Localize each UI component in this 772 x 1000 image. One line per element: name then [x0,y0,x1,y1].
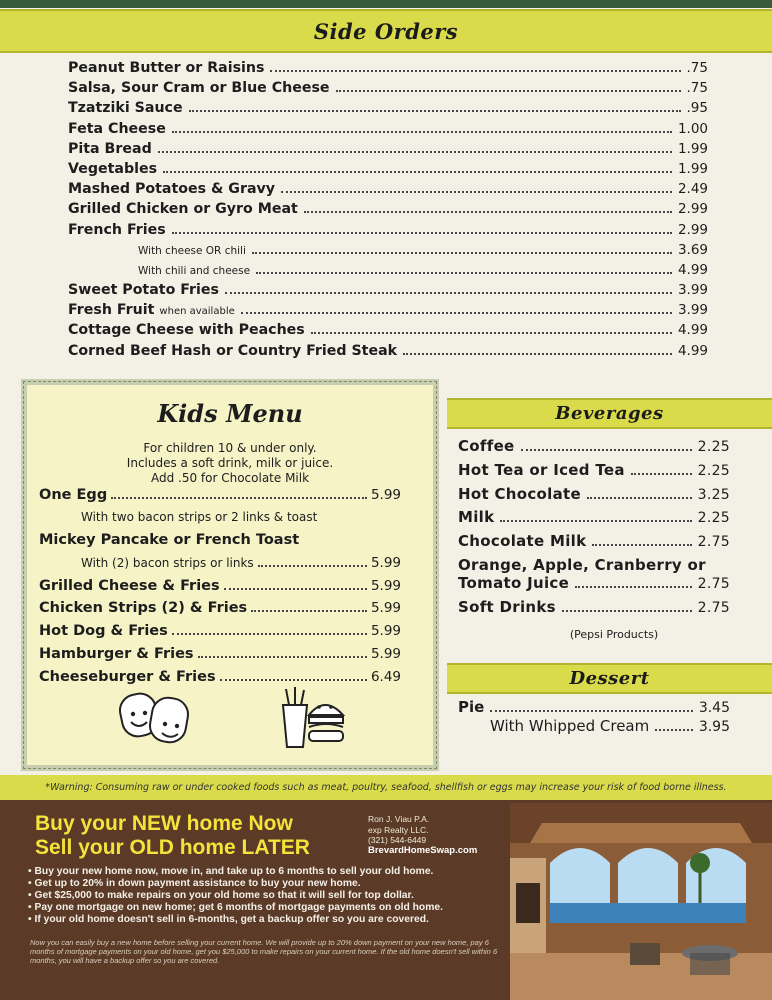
item-name: Peanut Butter or Raisins [68,60,265,76]
item-name: Coffee [458,437,515,455]
dessert-banner [447,663,772,694]
item-name: Chocolate Milk [458,532,587,551]
leader-dots [220,679,367,681]
side-orders-list [68,60,708,363]
item-name: Sweet Potato Fries [68,282,219,299]
item-name: Hot Tea or Iced Tea [458,460,625,479]
leader-dots [490,710,693,712]
item-price: 2.75 [697,575,730,592]
item-name: Cottage Cheese with Peaches [68,322,305,339]
item-name: Vegetables [68,160,158,177]
beverage-rows [458,437,730,622]
item-name: Salsa, Sour Cram or Blue Cheese [68,80,330,97]
item-price: 3.99 [677,282,708,299]
house-interior-photo [510,803,772,1000]
leader-dots [587,497,692,499]
kids-menu-title: Kids Menu [157,399,303,428]
item-name: Hamburger & Fries [39,645,194,662]
side-order-row [68,322,708,342]
side-order-row [68,141,708,161]
dessert-price: 3.45 [698,700,730,716]
ad-bullet: • Pay one mortgage on new home; get 6 months of mortgage payments on old home. [28,902,443,913]
side-order-row [68,80,708,100]
kids-intro-line: Add .50 for Chocolate Milk [150,471,310,485]
leader-dots [592,544,691,546]
ad-fine-print: Now you can easily buy a new home before selling your current home. We will provide up to 20% down payment on your new home, pay 6 months of mortgage payments on your old home, get you $25,000 to make repairs on your current home. If the old home doesn't sell within 6 months, you will have a backup offer so you are covered. [30,938,498,965]
side-order-row [68,222,708,242]
beverage-row [458,485,730,509]
smiling-toast-illustration [117,680,207,760]
item-price: 2.99 [677,201,708,218]
beverage-row [458,508,730,532]
item-price: 2.75 [697,534,730,551]
leader-dots [562,610,692,612]
beverages-title: Beverages [555,403,664,424]
item-price: 5.99 [370,577,401,594]
leader-dots [256,272,672,274]
leader-dots [225,292,672,294]
leader-dots [172,131,672,133]
ad-company: exp Realty LLC. [368,824,429,835]
item-price: 4.99 [677,261,708,278]
leader-dots [111,497,367,499]
ad-headline [35,812,310,860]
top-edge-band [0,0,772,8]
dessert-row [458,717,730,736]
pepsi-note: (Pepsi Products) [569,627,659,641]
ad-bullet: • Get $25,000 to make repairs on your old home so that it will sell for top dollar. [28,890,414,901]
item-name: Orange, Apple, Cranberry or [458,555,706,574]
item-price: 2.25 [697,439,730,455]
food-warning-text: *Warning: Consuming raw or under cooked foods such as meat, poultry, seafood, shellfish or eggs may increase your risk of food borne illness. [45,782,727,793]
leader-dots [575,586,692,588]
item-price: .95 [686,100,708,117]
item-price: 5.99 [370,645,401,662]
kids-menu-row [39,623,401,646]
item-note: when available [159,306,235,318]
dessert-row [458,698,730,717]
leader-dots [270,70,680,72]
item-price: 3.25 [697,486,730,503]
side-order-row [68,262,708,282]
item-name: Fresh Fruit [68,302,155,319]
item-name: French Fries [68,221,166,238]
leader-dots [304,211,672,213]
dessert-price: 3.95 [698,719,730,735]
ad-bullet: • If your old home doesn't sell in 6-months, get a backup offer so you are covered. [28,914,429,925]
beverage-row [458,574,730,598]
dessert-title: Dessert [569,668,650,689]
ad-bullet: • Buy your new home now, move in, and take up to 6 months to sell your old home. [28,866,434,877]
leader-dots [172,633,367,635]
food-warning-bar [0,775,772,800]
item-name: Hot Chocolate [458,484,581,503]
kids-menu-row [39,600,401,623]
kids-menu-row [39,578,401,601]
beverage-row [458,598,730,622]
leader-dots [258,565,367,567]
beverage-row [458,532,730,556]
beverage-row [458,556,730,574]
item-price: 2.75 [697,599,730,616]
real-estate-ad [0,800,772,1000]
leader-dots [336,90,681,92]
item-price: 4.99 [677,322,708,339]
ad-contact-block [368,814,477,856]
item-name: One Egg [39,487,108,503]
beverage-row [458,437,730,461]
ad-bullet: • Get up to 20% in down payment assistance to buy your new home. [28,878,361,889]
leader-dots [655,729,693,731]
beverages-banner [447,398,772,429]
side-order-row [68,201,708,221]
item-price: 4.99 [677,342,708,359]
kids-menu-box [21,379,439,771]
item-name: Tomato Juice [458,573,570,592]
item-name: Soft Drinks [458,597,556,616]
leader-dots [631,473,692,475]
side-order-row [68,302,708,322]
kids-intro-line: For children 10 & under only. [143,441,317,455]
item-price: 5.99 [370,487,401,503]
leader-dots [403,353,672,355]
item-price: 1.99 [677,160,708,177]
leader-dots [224,588,367,590]
dessert-name: Pie [458,698,485,716]
item-name: Cheeseburger & Fries [39,668,216,685]
item-name: Hot Dog & Fries [39,623,168,640]
item-name: Grilled Chicken or Gyro Meat [68,201,298,218]
item-price: 1.99 [677,140,708,157]
kids-menu-row [39,487,401,510]
side-order-row [68,282,708,302]
side-orders-title: Side Orders [313,18,459,44]
dessert-name: With Whipped Cream [490,717,650,735]
side-order-row [68,60,708,80]
item-name: With (2) bacon strips or links [81,556,254,571]
beverages-list [458,437,730,641]
leader-dots [189,110,681,112]
leader-dots [172,232,672,234]
leader-dots [251,610,367,612]
side-order-row [68,121,708,141]
item-name: Mickey Pancake or French Toast [39,532,300,549]
item-name: Chicken Strips (2) & Fries [39,600,248,617]
item-name: With two bacon strips or 2 links & toast [81,509,318,524]
item-price: 5.99 [370,555,401,572]
ad-phone: (321) 544-6449 [368,835,427,845]
item-name: With cheese OR chili [138,244,246,257]
beverage-row [458,461,730,485]
side-order-row [68,181,708,201]
item-price: 3.69 [677,241,708,258]
ad-agent: Ron J. Viau P.A. [368,814,430,824]
kids-menu-row [39,646,401,669]
item-price: 2.25 [697,462,730,479]
ad-bullet-list [28,866,508,926]
leader-dots [311,332,672,334]
item-price: 6.49 [370,668,401,685]
kids-intro-line: Includes a soft drink, milk or juice. [126,456,334,470]
leader-dots [158,151,672,153]
kids-menu-list [39,487,401,691]
kids-menu-row [39,532,401,555]
side-order-row [68,242,708,262]
item-name: With chili and cheese [138,264,251,277]
item-price: 5.99 [370,600,401,617]
kids-menu-intro [27,441,433,486]
ad-headline-line: Sell your OLD home LATER [35,836,310,859]
side-order-row [68,100,708,120]
ad-url: BrevardHomeSwap.com [368,844,478,856]
item-name: Grilled Cheese & Fries [39,577,220,594]
item-price: 1.00 [677,120,708,137]
item-name: Milk [458,508,495,527]
leader-dots [252,252,672,254]
leader-dots [198,656,367,658]
side-orders-banner [0,9,772,53]
item-price: 2.25 [697,510,730,527]
kids-menu-row [39,555,401,578]
item-name: Corned Beef Hash or Country Fried Steak [68,342,398,359]
item-name: Pita Bread [68,140,152,157]
side-order-row [68,161,708,181]
item-price: 2.49 [677,181,708,198]
dessert-list [458,698,730,736]
leader-dots [281,191,672,193]
item-price: 5.99 [370,623,401,640]
item-name: Feta Cheese [68,120,166,137]
leader-dots [521,449,692,451]
item-name: Tzatziki Sauce [68,100,183,117]
burger-and-fries-illustration [277,685,347,755]
leader-dots [163,171,672,173]
leader-dots [500,520,691,522]
item-price: .75 [686,80,708,97]
ad-headline-line: Buy your NEW home Now [35,812,293,835]
item-price: 2.99 [677,221,708,238]
side-order-row [68,343,708,363]
item-price: 3.99 [677,302,708,319]
item-price: .75 [686,60,708,76]
kids-menu-row [39,510,401,533]
leader-dots [241,312,672,314]
item-name: Mashed Potatoes & Gravy [68,181,276,198]
